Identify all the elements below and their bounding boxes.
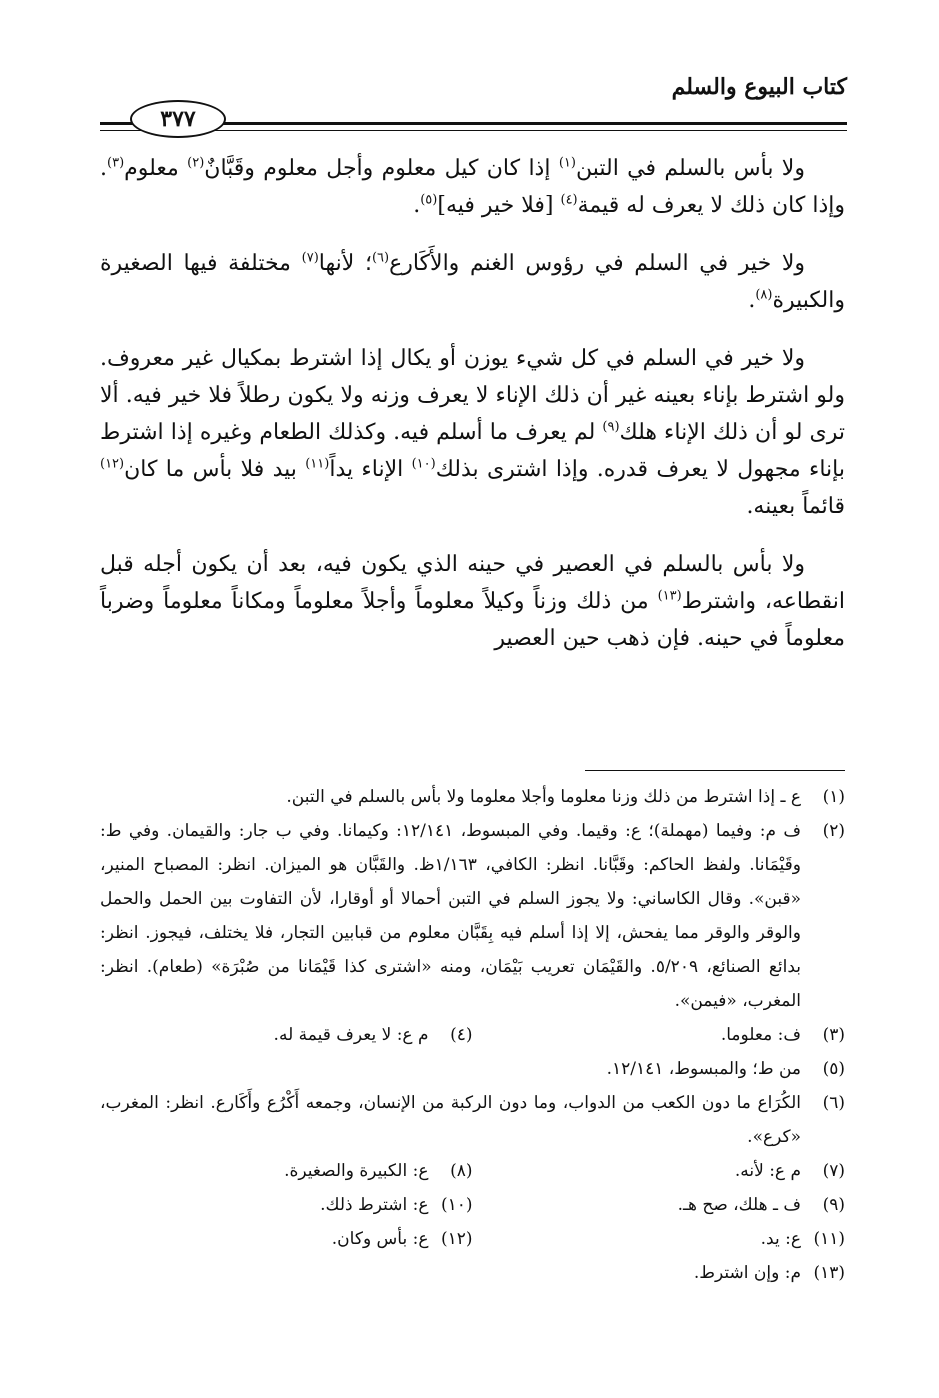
footnote-text: ع: الكبيرة والصغيرة. [284, 1161, 429, 1181]
footnote-number: (٦) [822, 1093, 845, 1113]
footnote-text: م: وإن اشترط. [693, 1263, 801, 1283]
running-title: كتاب البيوع والسلم [671, 74, 847, 100]
footnote-text: ف م: وفيما (مهملة)؛ ع: وقيما. وفي المبسوط، ١٢/١٤١: وكيمانا. وفي ب جار: والقيمان. وفي ط: وقَيْمَانا. ولفظ الحاكم: وقَبَّانا. انظر: الكافي، ١/١٦٣ظ. والقَبَّان هو الميزان. انظر: المصباح المنير، «قبن». وقال الكاساني: ولا يجوز السلم في التبن أحمالا أو أوقارا، لأن التفاوت بين الحمل والحمل والوقر والوقر مما يفحش، إلا إذا أسلم فيه بِقَبَّان معلوم من قبابين التجار، فلا يختلف، فيجوز. انظر: بدائع الصنائع، ٥/٢٠٩. والقَيْمَان تعريب بَيْمَان، ومنه «اشترى كذا قَيْمَانا من صُبْرَة» (طعام). انظر: المغرب، «فيمن». [100, 821, 802, 1011]
footnote-7 [473, 1154, 846, 1188]
main-text [100, 150, 845, 678]
footnote-9 [473, 1188, 846, 1222]
footnote-row [100, 1154, 845, 1188]
footnote-number: (٤) [450, 1025, 473, 1045]
footnote-ref: (٧) [301, 250, 319, 266]
footnote-row [100, 1222, 845, 1256]
footnote-5 [100, 1052, 845, 1086]
footnote-11 [473, 1222, 846, 1256]
footnote-text: ع: بأس وكان. [331, 1229, 429, 1249]
footnote-text: م ع: لا يعرف قيمة له. [273, 1025, 429, 1045]
paragraph-3: ولا خير في السلم في كل شيء يوزن أو يكال إذا اشترط بمكيال غير معروف. ولو اشترط بإناء بعينه غير أن ذلك الإناء لا يعرف وزنه ولا يكون رطلاً فلا خير فيه. ألا ترى لو أن ذلك الإناء هلك$^{(٩)}$ لم يعرف ما أسلم فيه. وكذلك الطعام وغيره إذا اشترط بإناء مجهول لا يعرف قدره. وإذا اشترى بذلك$^{(١٠)}$ الإناء يداً$^{(١١)}$ بيد فلا بأس ما كان$^{(١٢)}$ قائماً بعينه. [100, 346, 845, 519]
footnotes [100, 780, 845, 1290]
footnote-ref: (١٢) [100, 456, 125, 472]
footnote-text: الكُرَاع ما دون الكعب من الدواب، وما دون الركبة من الإنسان، وجمعه أَكْرُع وأَكَارع. انظر: المغرب، «كرع». [100, 1093, 801, 1147]
paragraph-1: ولا بأس بالسلم في التبن$^{(١)}$ إذا كان كيل معلوم وأجل معلوم وقَبَّانٌ$^{(٢)}$ معلوم$^{(٣)}$. وإذا كان ذلك لا يعرف له قيمة$^{(٤)}$ [فلا خير فيه]$^{(٥)}$. [100, 155, 845, 218]
footnote-text: ف: معلوما. [720, 1025, 801, 1045]
footnote-ref: (٢) [187, 155, 205, 171]
footnote-text: ف ـ هلك، صح هـ. [677, 1195, 801, 1215]
footnote-ref: (٣) [107, 155, 125, 171]
footnote-ref: (١٠) [411, 456, 436, 472]
footnote-text: من ط؛ والمبسوط، ١٢/١٤١. [606, 1059, 801, 1079]
footnote-number: (١٠) [440, 1195, 473, 1215]
footnote-row [100, 1018, 845, 1052]
footnote-ref: (٨) [755, 287, 773, 303]
footnote-ref: (١١) [305, 456, 330, 472]
footnote-number: (١) [822, 787, 845, 807]
page-number: ٣٧٧ [130, 100, 226, 138]
footnote-text: ع ـ إذا اشترط من ذلك وزنا معلوما وأجلا معلوما ولا بأس بالسلم في التبن. [286, 787, 801, 807]
footnote-number: (١١) [813, 1229, 845, 1249]
footnote-number: (٩) [822, 1195, 845, 1215]
footnote-13 [100, 1256, 845, 1290]
footnote-3 [473, 1018, 846, 1052]
footnote-ref: (٩) [602, 419, 620, 435]
footnote-1 [100, 780, 845, 814]
footnote-ref: (٥) [420, 192, 438, 208]
footnote-8 [100, 1154, 473, 1188]
footnote-4 [100, 1018, 473, 1052]
paragraph-2: ولا خير في السلم في رؤوس الغنم والأَكَارع$^{(٦)}$؛ لأنها$^{(٧)}$ مختلفة فيها الصغيرة والكبيرة$^{(٨)}$. [100, 250, 845, 313]
footnote-number: (١٢) [440, 1229, 473, 1249]
footnote-6 [100, 1086, 845, 1154]
footnote-12 [100, 1222, 473, 1256]
footnote-number: (٧) [822, 1161, 845, 1181]
footnote-2 [100, 814, 845, 1018]
footnote-text: م ع: لأنه. [734, 1161, 801, 1181]
footnote-number: (٥) [822, 1059, 845, 1079]
paragraph-4: ولا بأس بالسلم في العصير في حينه الذي يكون فيه، بعد أن يكون أجله قبل انقطاعه، واشترط$^{(١٣)}$ من ذلك وزناً وكيلاً معلوماً وأجلاً معلوماً ومكاناً معلوماً وضرباً معلوماً في حينه. فإن ذهب حين العصير [100, 552, 845, 651]
footnote-number: (٢) [822, 821, 845, 841]
footnote-ref: (٤) [560, 192, 578, 208]
footnote-number: (٨) [450, 1161, 473, 1181]
footnote-separator [585, 770, 845, 771]
footnote-number: (١٣) [813, 1263, 845, 1283]
footnote-ref: (٦) [371, 250, 390, 266]
footnote-ref: (١٣) [657, 588, 682, 604]
footnote-text: ع: اشترط ذلك. [320, 1195, 429, 1215]
footnote-10 [100, 1188, 473, 1222]
footnote-ref: (١) [558, 155, 576, 171]
footnote-text: ع: يد. [760, 1229, 801, 1249]
footnote-row [100, 1188, 845, 1222]
footnote-number: (٣) [822, 1025, 845, 1045]
